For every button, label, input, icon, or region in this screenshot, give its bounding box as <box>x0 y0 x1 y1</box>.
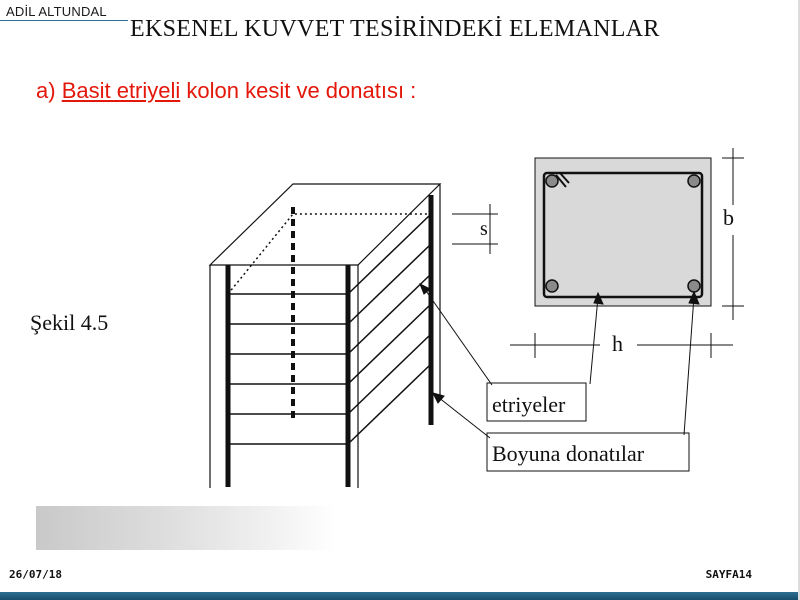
long-bars-leader-3d <box>438 397 490 438</box>
rebar-top-right <box>688 175 700 187</box>
decorative-gradient <box>36 506 336 550</box>
stirrups-leader-section <box>590 297 598 384</box>
slide-title: EKSENEL KUVVET TESİRİNDEKİ ELEMANLAR <box>130 16 660 42</box>
cross-section <box>535 158 711 306</box>
subtitle-prefix: a) <box>36 78 62 103</box>
footer-page-number: SAYFA14 <box>705 568 752 581</box>
stirrup-side-5 <box>348 334 431 414</box>
spacing-dimension <box>452 204 498 254</box>
long-bars-label: Boyuna donatılar <box>492 441 645 466</box>
rebar-bottom-right <box>688 280 700 292</box>
stirrup-side-3 <box>348 274 431 354</box>
stirrup-side-6 <box>348 364 431 444</box>
stirrup-side-4 <box>348 304 431 384</box>
long-bars-leader-section <box>684 296 694 435</box>
h-label: h <box>612 331 623 356</box>
hidden-top-stirrup <box>228 214 431 294</box>
stirrup-side-2 <box>348 244 431 324</box>
subtitle-rest: kolon kesit ve donatısı : <box>180 78 417 103</box>
stirrups-side <box>348 214 431 444</box>
subtitle-underlined: Basit etriyeli <box>61 78 181 103</box>
column-top-face <box>210 184 440 265</box>
author-name: ADİL ALTUNDAL <box>6 4 107 19</box>
stirrups-front <box>228 294 348 444</box>
footer-date: 26/07/18 <box>9 568 62 581</box>
figure-label: Şekil 4.5 <box>30 310 109 335</box>
stirrups-leader-3d <box>424 288 492 385</box>
b-label: b <box>723 205 734 230</box>
s-label: s <box>480 218 488 240</box>
footer-bar <box>0 592 800 600</box>
stirrups-label: etriyeler <box>492 392 566 417</box>
column-3d-view <box>210 184 440 488</box>
stirrup-side-1 <box>348 214 431 294</box>
rebar-bottom-left <box>546 280 558 292</box>
long-bars-arrow-3d <box>433 393 444 403</box>
